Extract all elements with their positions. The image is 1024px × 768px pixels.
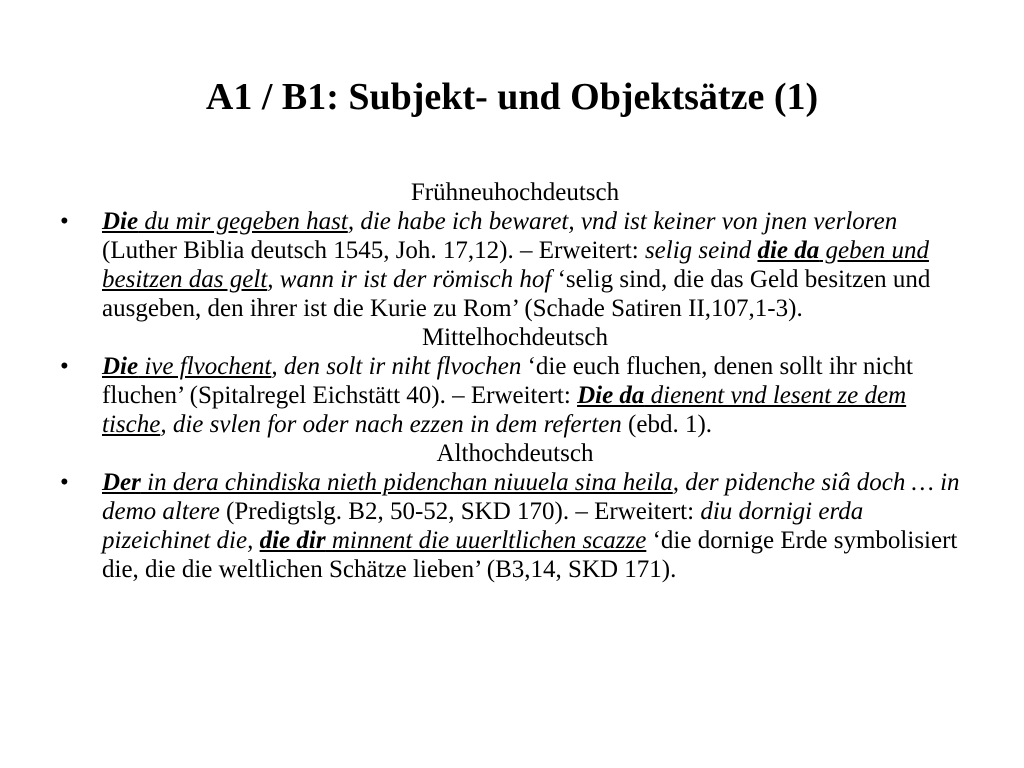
example-bullet-item [60,207,970,323]
relative-pronoun: Der [102,469,141,496]
section-althochdeutsch [60,439,970,584]
bullet-icon: • [60,208,69,235]
citation-text: ‘die dornige Erde symbolisiert die, die die weltlichen Schätze lieben’ (B3,14, SKD 171). [102,527,958,583]
section-fruehneuhochdeutsch [60,178,970,323]
slide-content [60,178,970,584]
section-heading: Althochdeutsch [436,440,594,467]
underlined-clause: minnent die uuerltlichen scazze [325,527,647,554]
historical-text: , der pidenche siâ doch … in demo altere [102,469,960,525]
historical-text: , die svlen for oder nach ezzen in dem referten [160,411,622,438]
underlined-clause: geben und besitzen das gelt [102,237,929,293]
underlined-clause: in dera chindiska nieth pidenchan niuuela sina heila [140,469,673,496]
relative-pronoun: die dir [259,527,326,554]
section-mittelhochdeutsch [60,323,970,439]
historical-text: , die habe ich bewaret, vnd ist keiner von jnen verloren [347,208,898,235]
underlined-clause: dienent vnd lesent ze dem tische [102,382,907,438]
citation-text: (Predigtslg. B2, 50-52, SKD 170). – Erweitert: [219,498,701,525]
historical-text: selig seind [644,237,758,264]
relative-pronoun: die da [757,237,820,264]
citation-text: ‘die euch fluchen, denen sollt ihr nicht fluchen’ (Spitalregel Eichstätt 40). – Erweitert: [102,353,913,409]
historical-text: , den solt ir niht flvochen [271,353,522,380]
example-text [102,208,930,322]
relative-pronoun: Die da [577,382,645,409]
underlined-clause: du mir gegeben hast [138,208,348,235]
example-bullet-item [60,352,970,439]
bullet-icon: • [60,469,69,496]
citation-text: (Luther Biblia deutsch 1545, Joh. 17,12). – Erweitert: [102,237,645,264]
relative-pronoun: Die [102,353,139,380]
historical-text: diu dornigi erda pizeichinet die, [102,498,864,554]
example-text [102,469,960,583]
example-bullet-item [60,468,970,584]
slide-title: A1 / B1: Subjekt- und Objektsätze (1) [205,76,819,118]
underlined-clause: ive flvochent [138,353,272,380]
historical-text: , wann ir ist der römisch hof [267,266,552,293]
section-heading: Mittelhochdeutsch [421,324,609,351]
citation-text: (ebd. 1). [621,411,713,438]
bullet-icon: • [60,353,69,380]
citation-text: ‘selig sind, die das Geld besitzen und ausgeben, den ihrer ist die Kurie zu Rom’ (Schade Satiren II,107,1-3). [102,266,931,322]
relative-pronoun: Die [102,208,139,235]
section-heading: Frühneuhochdeutsch [410,179,620,206]
example-text [102,353,913,438]
